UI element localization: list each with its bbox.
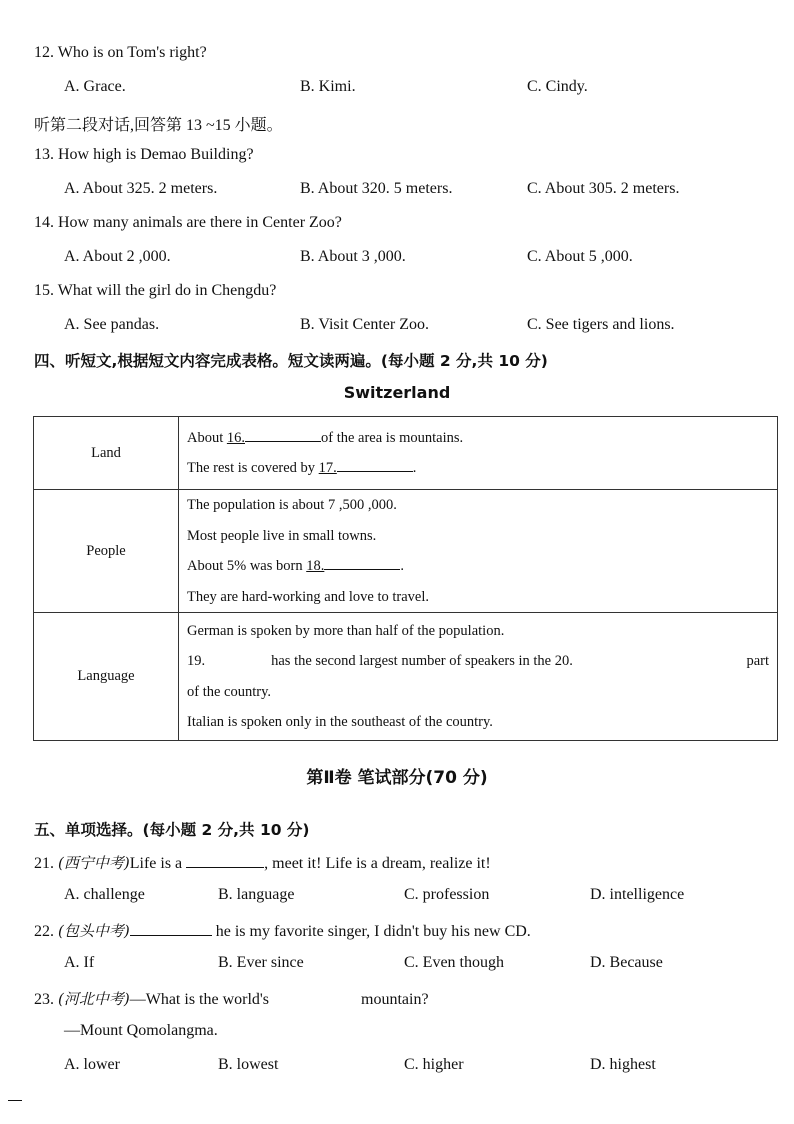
table-line: They are hard-working and love to travel. xyxy=(187,588,429,605)
row-header-land: Land xyxy=(34,417,179,490)
q15-option-c: C. See tigers and lions. xyxy=(527,316,675,333)
q13-option-b: B. About 320. 5 meters. xyxy=(300,180,453,197)
dialog2-instruction: 听第二段对话,回答第 13 ~15 小题。 xyxy=(34,117,283,134)
answer-blank-17[interactable] xyxy=(337,458,413,472)
q21-option-b: B. language xyxy=(218,886,295,903)
page-corner-mark xyxy=(8,1100,22,1101)
stem-text: mountain? xyxy=(361,991,429,1008)
q23-option-d: D. highest xyxy=(590,1056,656,1073)
table-line xyxy=(187,551,769,582)
q21-option-d: D. intelligence xyxy=(590,886,685,903)
q23-option-c: C. higher xyxy=(404,1056,464,1073)
line-text: The rest is covered by xyxy=(187,460,319,476)
blank-number: 16. xyxy=(226,429,245,446)
table-line: Most people live in small towns. xyxy=(187,527,377,544)
line-text: of the area is mountains. xyxy=(321,429,464,446)
q12-option-a: A. Grace. xyxy=(64,78,126,95)
table-line: Italian is spoken only in the southeast of the country. xyxy=(187,714,493,730)
table-line: The population is about 7 ,500 ,000. xyxy=(187,497,397,513)
answer-blank-22[interactable] xyxy=(130,921,212,936)
table-line xyxy=(187,646,769,677)
section-5-heading: 五、单项选择。(每小题 2 分,共 10 分) xyxy=(34,821,310,839)
question-number: 23. xyxy=(34,991,58,1008)
q12-option-b: B. Kimi. xyxy=(300,78,356,95)
q22-option-a: A. If xyxy=(64,954,95,971)
row-body-people xyxy=(179,490,778,613)
row-header-language: Language xyxy=(34,613,179,741)
switzerland-table xyxy=(33,416,778,741)
question-source: (河北中考) xyxy=(58,990,130,1008)
line-text: About 5% was born xyxy=(187,558,307,574)
stem-text: , meet it! Life is a dream, realize it! xyxy=(264,855,491,872)
line-text: About xyxy=(187,429,227,446)
blank-number: 19. xyxy=(187,653,206,669)
question-23-stem xyxy=(34,988,429,1009)
stem-text: —What is the world's xyxy=(129,991,270,1008)
section-4-heading: 四、听短文,根据短文内容完成表格。短文读两遍。(每小题 2 分,共 10 分) xyxy=(34,352,548,370)
q21-option-c: C. profession xyxy=(404,886,490,903)
line-text: has the second largest number of speakers in the 20. xyxy=(271,653,573,669)
row-body-land xyxy=(179,417,778,490)
question-source: (包头中考) xyxy=(58,922,130,940)
answer-blank-23[interactable] xyxy=(269,990,361,1004)
table-row xyxy=(34,417,778,490)
table-line: German is spoken by more than half of the population. xyxy=(187,622,505,639)
question-22-stem xyxy=(34,920,531,941)
line-text: . xyxy=(400,558,404,574)
table-line xyxy=(187,453,769,484)
q22-option-d: D. Because xyxy=(590,954,663,971)
question-source: (西宁中考) xyxy=(58,854,130,872)
answer-blank-16[interactable] xyxy=(245,428,321,442)
question-number: 22. xyxy=(34,923,58,940)
q22-option-b: B. Ever since xyxy=(218,954,304,971)
q23-option-a: A. lower xyxy=(64,1056,120,1073)
question-12-stem: 12. Who is on Tom's right? xyxy=(34,44,207,61)
line-text: part xyxy=(746,653,769,669)
question-15-stem: 15. What will the girl do in Chengdu? xyxy=(34,282,277,299)
stem-text: he is my favorite singer, I didn't buy his new CD. xyxy=(215,923,531,940)
blank-number: 18. xyxy=(306,558,325,574)
answer-blank-19[interactable] xyxy=(205,651,271,665)
blank-number: 17. xyxy=(318,460,337,476)
question-13-stem: 13. How high is Demao Building? xyxy=(34,146,254,163)
answer-blank-20[interactable] xyxy=(573,651,633,665)
table-line xyxy=(187,423,769,454)
q13-option-c: C. About 305. 2 meters. xyxy=(527,180,680,197)
question-number: 21. xyxy=(34,855,58,872)
row-body-language xyxy=(179,613,778,741)
q21-option-a: A. challenge xyxy=(64,886,145,903)
q13-option-a: A. About 325. 2 meters. xyxy=(64,180,218,197)
table-row xyxy=(34,613,778,741)
q23-answer-line: —Mount Qomolangma. xyxy=(64,1022,218,1039)
part-2-title: 第Ⅱ卷 笔试部分(70 分) xyxy=(306,768,488,788)
q15-option-a: A. See pandas. xyxy=(64,316,160,333)
table-title: Switzerland xyxy=(343,383,451,402)
stem-text: Life is a xyxy=(129,855,187,872)
answer-blank-21[interactable] xyxy=(186,853,264,868)
q12-option-c: C. Cindy. xyxy=(527,78,588,95)
line-text: . xyxy=(412,460,417,476)
row-header-people: People xyxy=(34,490,179,613)
table-row xyxy=(34,490,778,613)
q14-option-a: A. About 2 ,000. xyxy=(64,248,171,265)
answer-blank-18[interactable] xyxy=(324,556,400,570)
q14-option-c: C. About 5 ,000. xyxy=(527,248,633,265)
q23-option-b: B. lowest xyxy=(218,1056,279,1073)
question-14-stem: 14. How many animals are there in Center Zoo? xyxy=(34,214,342,231)
table-line: of the country. xyxy=(187,683,272,700)
q15-option-b: B. Visit Center Zoo. xyxy=(300,316,429,333)
q22-option-c: C. Even though xyxy=(404,954,504,971)
question-21-stem xyxy=(34,852,491,873)
q14-option-b: B. About 3 ,000. xyxy=(300,248,406,265)
